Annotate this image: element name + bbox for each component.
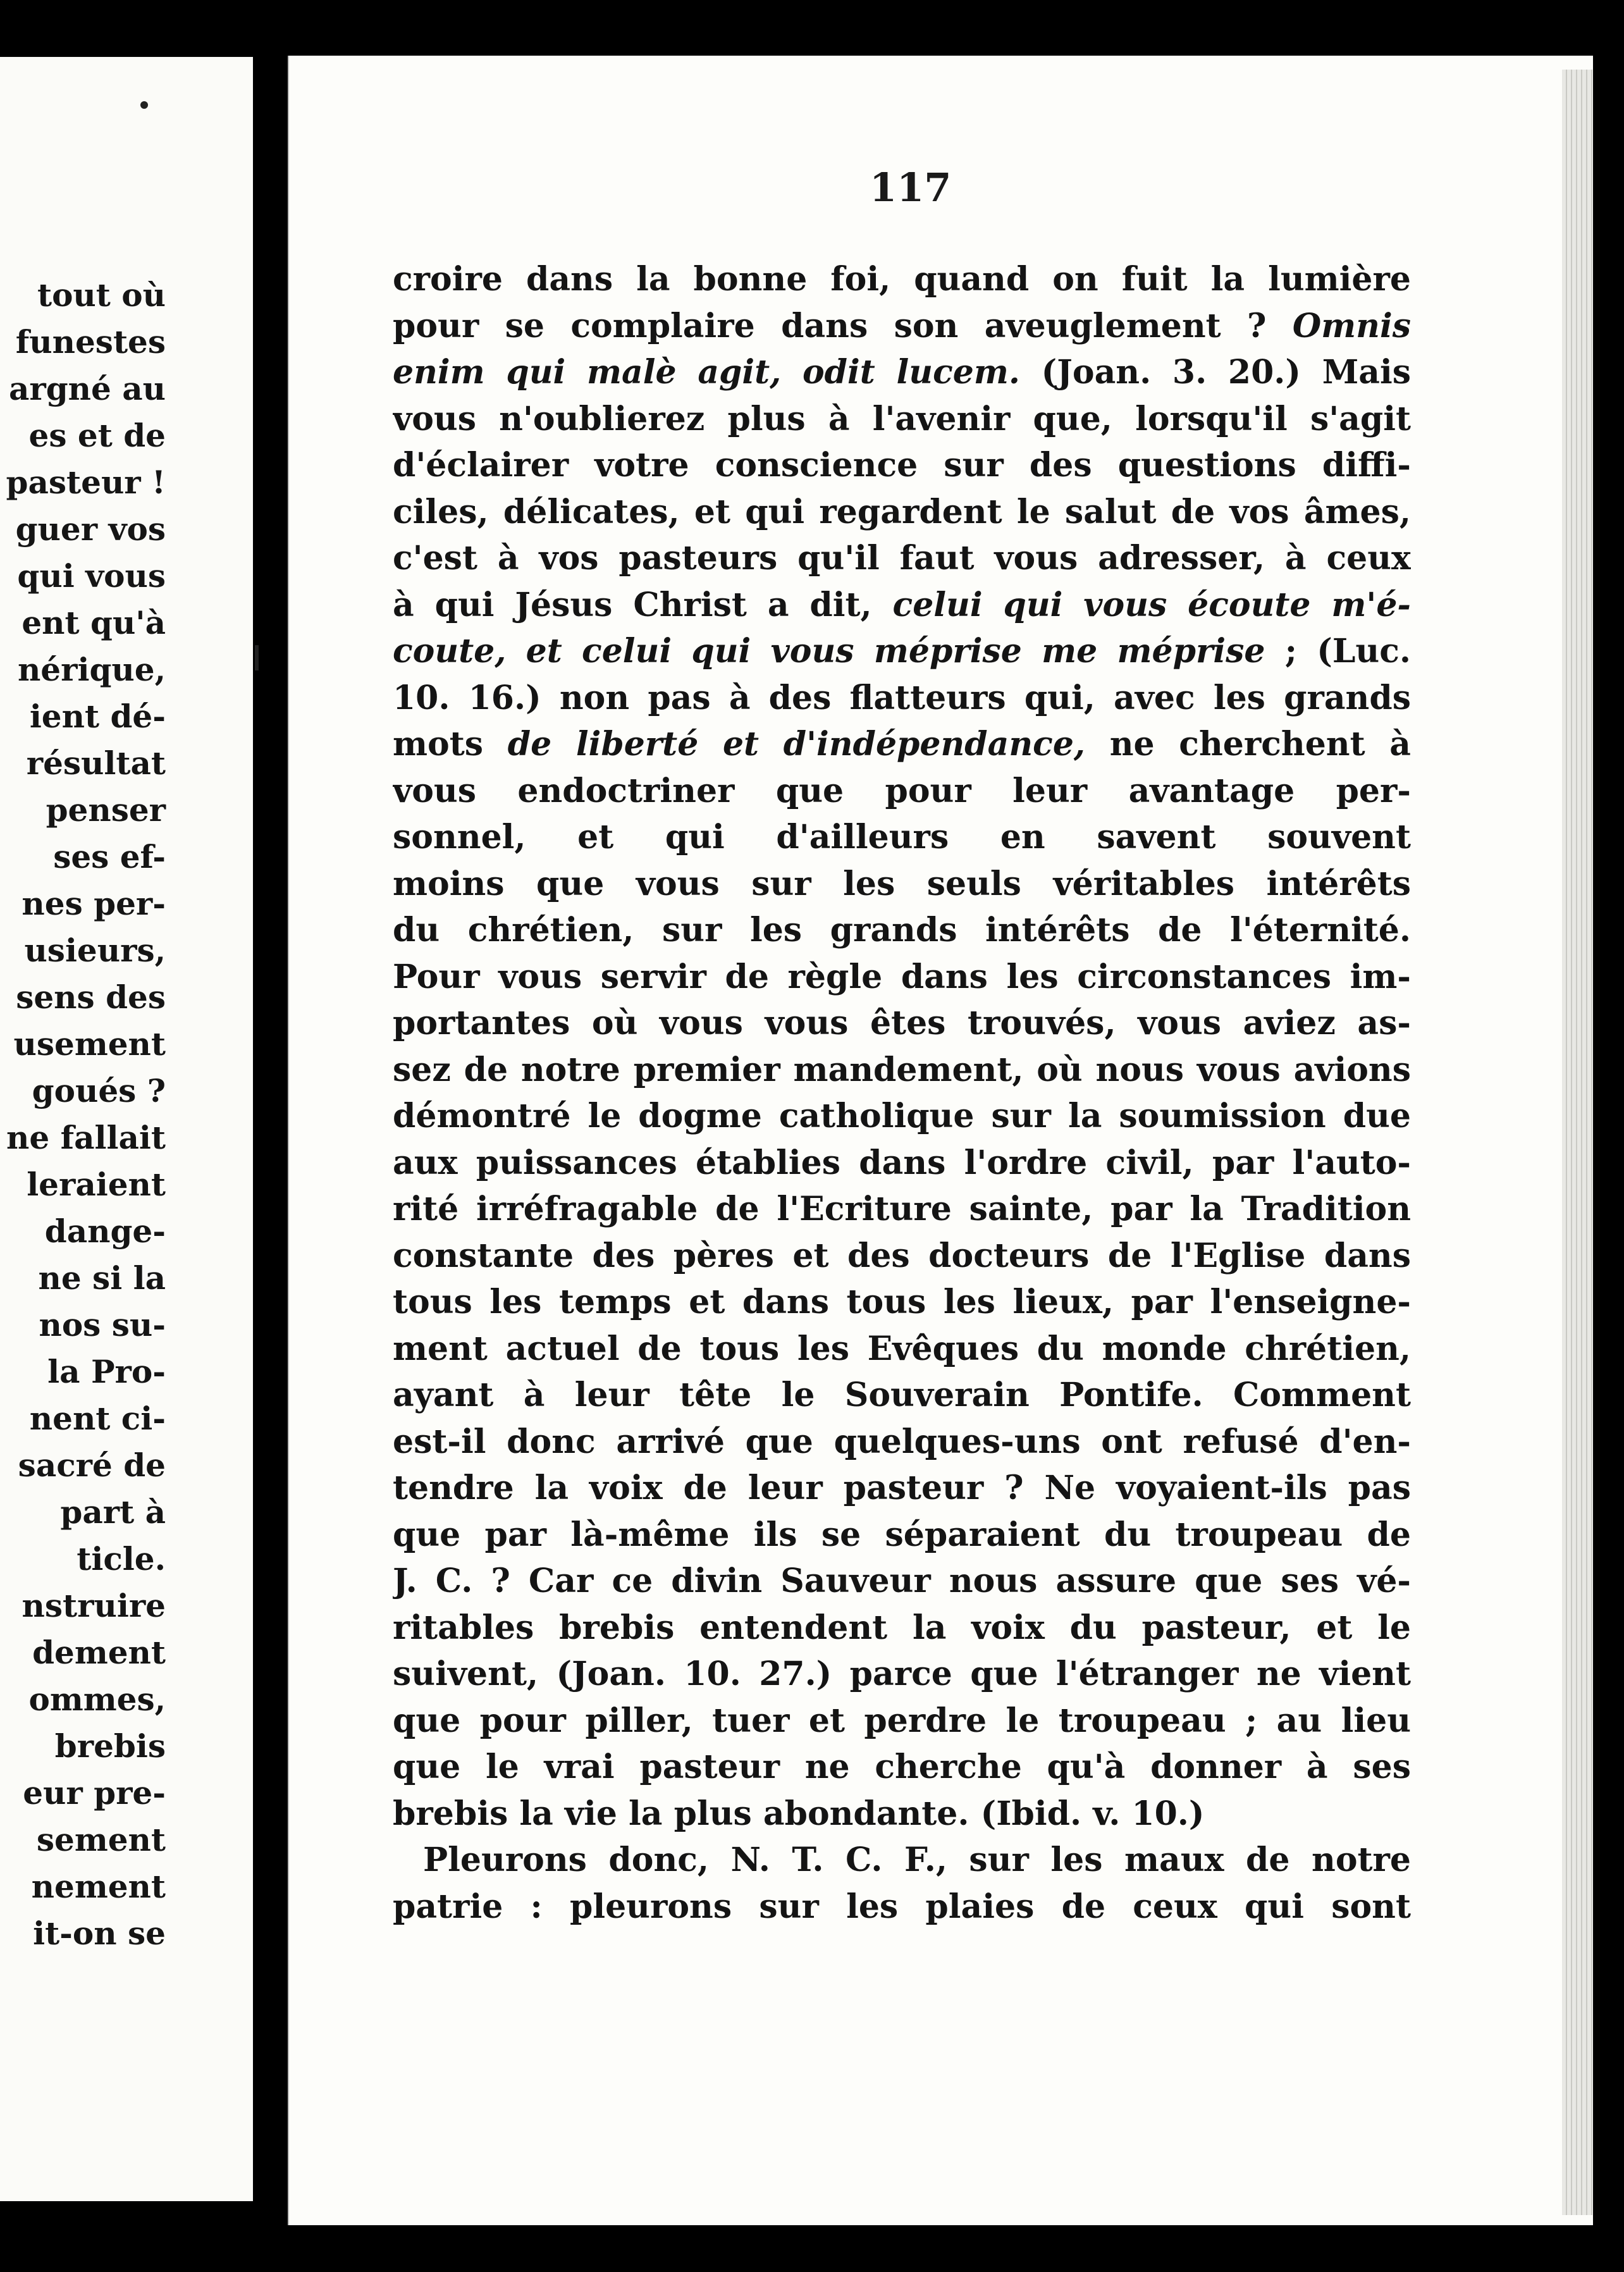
text-line [393,396,1411,443]
left-text-line: tout où [37,276,166,314]
left-text-line: ommes, [28,1681,166,1718]
text-line [393,1419,1411,1466]
roman-text: aux puissances établies dans l'ordre civil, par l'auto- [393,1143,1411,1182]
text-line [393,1186,1411,1233]
italic-text: Omnis [1292,306,1411,345]
left-text-line: ent qu'à [22,604,166,641]
roman-text: rité irréfragable de l'Ecriture sainte, par la Tradition [393,1190,1411,1228]
roman-text: Pleurons donc, N. T. C. F., sur les maux de notre [423,1841,1411,1879]
left-text-line: es et de [28,417,166,454]
left-text-line: guer vos [15,510,166,548]
roman-text: du chrétien, sur les grands intérêts de l'éternité. [393,911,1411,949]
left-text-line: usieurs, [24,932,166,969]
ink-speck [140,101,148,109]
roman-text: portantes où vous vous êtes trouvés, vous aviez as- [393,1004,1411,1042]
gutter-mark [255,645,259,670]
italic-text: enim qui malè agit, odit lucem. [393,353,1020,392]
text-line [393,256,1411,303]
text-line [393,861,1411,908]
text-line [393,675,1411,722]
left-text-line: part à [60,1493,166,1531]
left-text-line: ticle. [77,1540,166,1577]
text-line [393,1512,1411,1559]
text-line [393,1326,1411,1373]
roman-text: tendre la voix de leur pasteur ? Ne voyaient-ils pas [393,1469,1411,1507]
roman-text: d'éclairer votre conscience sur des questions diffi- [393,446,1411,485]
roman-text: tous les temps et dans tous les lieux, par l'enseigne- [393,1283,1411,1321]
roman-text: pour se complaire dans son aveuglement ? [393,306,1293,345]
roman-text: ritables brebis entendent la voix du pasteur, et le [393,1608,1411,1647]
left-text-line: dange- [44,1213,166,1250]
text-line [393,349,1411,396]
roman-text: Pour vous servir de règle dans les circonstances im- [393,957,1411,996]
text-line [393,1698,1411,1744]
left-text-line: penser [46,791,166,829]
roman-text: vous endoctriner que pour leur avantage per- [393,771,1411,810]
roman-text: moins que vous sur les seuls véritables intérêts [393,864,1411,903]
text-line [393,628,1411,675]
text-line [393,303,1411,350]
text-line [393,1233,1411,1280]
roman-text: 10. 16.) non pas à des flatteurs qui, avec les grands [393,678,1411,717]
roman-text: J. C. ? Car ce divin Sauveur nous assure que ses vé- [393,1562,1411,1600]
left-text-line: ient dé- [29,698,166,735]
left-text-line: sens des [16,979,166,1016]
roman-text: ayant à leur tête le Souverain Pontife. Comment [393,1376,1411,1414]
roman-text: vous n'oublierez plus à l'avenir que, lorsqu'il s'agit [393,399,1411,438]
text-line [393,768,1411,815]
italic-text: celui qui vous écoute m'é- [892,585,1411,624]
text-line [393,1744,1411,1791]
left-text-line: brebis [54,1727,166,1765]
left-text-line: eur pre- [23,1774,166,1812]
roman-text: (Joan. 3. 20.) Mais [1019,353,1411,392]
left-text-line: nstruire [22,1587,166,1624]
text-line [393,954,1411,1001]
italic-text: de liberté et d'indépendance, [507,725,1086,763]
roman-text: ne cherchent à [1085,725,1411,763]
roman-text: que le vrai pasteur ne cherche qu'à donner à ses [393,1748,1411,1786]
left-text-line: sacré de [18,1447,166,1484]
text-line [393,1884,1411,1930]
left-text-line: usement [13,1025,166,1063]
text-line [393,1372,1411,1419]
roman-text: sez de notre premier mandement, où nous vous avions [393,1050,1411,1089]
roman-text: sonnel, et qui d'ailleurs en savent souvent [393,818,1411,856]
text-line [393,442,1411,489]
text-line [393,582,1411,629]
left-text-line: sement [36,1821,166,1858]
text-line [393,1651,1411,1698]
left-page-text [0,272,166,1957]
text-line [393,814,1411,861]
text-line [393,1558,1411,1605]
left-text-line: nos su- [39,1306,166,1343]
page-edge [1562,70,1592,2215]
left-text-line: ne fallait [6,1119,166,1156]
left-text-line: nent ci- [29,1400,166,1437]
left-text-line: la Pro- [47,1353,166,1390]
text-line [393,1140,1411,1187]
text-line [393,1791,1411,1837]
italic-text: coute, et celui qui vous méprise me méprise [393,632,1265,670]
text-line [393,489,1411,536]
body-text [393,256,1411,1930]
roman-text: ; (Luc. [1265,632,1411,670]
roman-text: démontré le dogme catholique sur la soumission due [393,1097,1411,1135]
roman-text: que pour piller, tuer et perdre le troupeau ; au lieu [393,1701,1411,1740]
left-text-line: nérique, [17,651,166,688]
text-line [393,1837,1411,1884]
roman-text: mots [393,725,508,763]
text-line [393,1279,1411,1326]
text-line [393,1465,1411,1512]
left-text-line: pasteur ! [6,464,166,501]
left-text-line: it-on se [33,1915,166,1952]
text-line [393,535,1411,582]
roman-text: est-il donc arrivé que quelques-uns ont refusé d'en- [393,1422,1411,1461]
left-text-line: argné au [8,370,166,407]
left-text-line: nes per- [22,885,166,922]
roman-text: ment actuel de tous les Evêques du monde chrétien, [393,1329,1411,1368]
text-line [393,721,1411,768]
roman-text: croire dans la bonne foi, quand on fuit la lumière [393,260,1411,299]
page-number: 117 [870,164,952,211]
text-line [393,1047,1411,1094]
roman-text: constante des pères et des docteurs de l'Eglise dans [393,1236,1411,1275]
roman-text: que par là-même ils se séparaient du troupeau de [393,1515,1411,1554]
text-line [393,1605,1411,1652]
left-text-line: dement [32,1634,166,1671]
roman-text: ciles, délicates, et qui regardent le salut de vos âmes, [393,492,1411,531]
roman-text: c'est à vos pasteurs qu'il faut vous adresser, à ceux [393,539,1411,577]
roman-text: suivent, (Joan. 10. 27.) parce que l'étranger ne vient [393,1655,1411,1693]
roman-text: brebis la vie la plus abondante. (Ibid. v. 10.) [393,1794,1205,1833]
left-text-line: ne si la [38,1259,166,1297]
text-line [393,907,1411,954]
left-text-line: qui vous [17,557,166,595]
roman-text: à qui Jésus Christ a dit, [393,585,893,624]
left-text-line: résultat [26,744,166,782]
text-line [393,1093,1411,1140]
left-text-line: leraient [27,1166,166,1203]
left-text-line: nement [31,1868,166,1905]
left-text-line: ses ef- [53,838,166,875]
roman-text: patrie : pleurons sur les plaies de ceux qui sont [393,1887,1411,1926]
text-line [393,1000,1411,1047]
left-text-line: goués ? [32,1072,166,1109]
left-page [0,57,253,2201]
left-text-line: funestes [15,323,166,361]
